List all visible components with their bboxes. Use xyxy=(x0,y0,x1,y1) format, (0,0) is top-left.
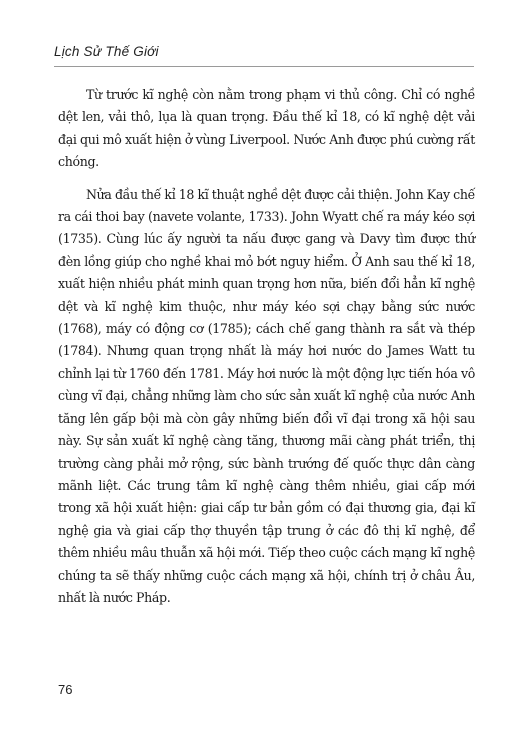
page-number: 76 xyxy=(58,682,73,697)
body-text xyxy=(58,84,475,609)
paragraph-2: Nửa đầu thế kỉ 18 kĩ thuật nghề dệt được cải thiện. John Kay chế ra cái thoi bay (navete volante, 1733). John Wyatt chế ra máy kéo sợi (1735). Cùng lúc ấy người ta nấu được gang và Davy tìm được thứ đèn lồng giúp cho nghề khai mỏ bớt nguy hiểm. Ở Anh sau thế kỉ 18, xuất hiện nhiều phát minh quan trọng hơn nữa, biến đổi hẳn kĩ nghệ dệt và kĩ nghệ kim thuộc, như máy kéo sợi chạy bằng sức nước (1768), máy có động cơ (1785); cách chế gang thành ra sắt và thép (1784). Nhưng quan trọng nhất là máy hơi nước do James Watt tu chỉnh lại từ 1760 đến 1781. Máy hơi nước là một động lực tiến hóa vô cùng vĩ đại, chẳng những làm cho sức sản xuất kĩ nghệ của nước Anh tăng lên gấp bội mà còn gây những biến đổi vĩ đại trong xã hội sau này. Sự sản xuất kĩ nghệ càng tăng, thương mãi càng phát triển, thị trường càng phải mở rộng, sức bành trướng đế quốc thực dân càng mãnh liệt. Các trung tâm kĩ nghệ càng thêm nhiều, giai cấp mới trong xã hội xuất hiện: giai cấp tư bản gồm có đại thương gia, đại kĩ nghệ gia và giai cấp thợ thuyền tập trung ở các đô thị kĩ nghệ, để thêm nhiều mâu thuẫn xã hội mới. Tiếp theo cuộc cách mạng kĩ nghệ chúng ta sẽ thấy những cuộc cách mạng xã hội, chính trị ở châu Âu, nhất là nước Pháp. xyxy=(58,186,475,605)
paragraph-1: Từ trước kĩ nghệ còn nằm trong phạm vi thủ công. Chỉ có nghề dệt len, vải thô, lụa là quan trọng. Đầu thế kỉ 18, có kĩ nghệ dệt vải đại qui mô xuất hiện ở vùng Liverpool. Nước Anh được phú cường rất chóng. xyxy=(58,87,475,170)
header-divider xyxy=(54,66,474,67)
running-header: Lịch Sử Thế Giới xyxy=(54,44,159,59)
